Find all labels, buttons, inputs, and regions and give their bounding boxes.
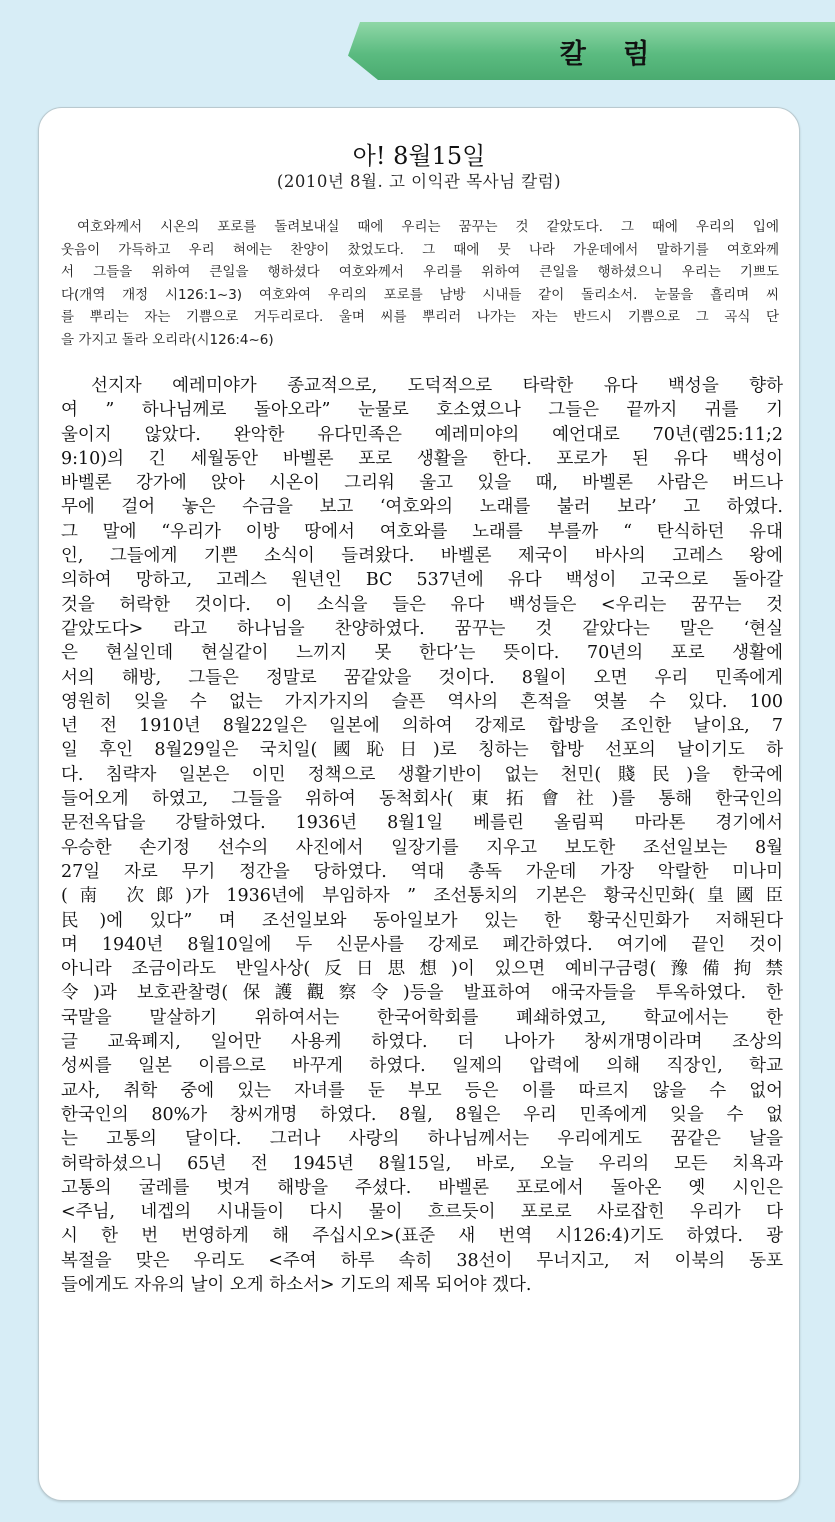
body-line: 여 ” 하나님께로 돌아오라” 눈물로 호소였으나 그들은 끝까지 귀를 기 [61,400,783,421]
body-line: 것을 허락한 것이다. 이 소식을 들은 유다 백성들은 <우리는 꿈꾸는 것 [61,594,783,615]
body-line: 우승한 손기정 선수의 사진에서 일장기를 지우고 보도한 조선일보는 8월 [61,837,783,858]
body-line: 들에게도 자유의 날이 오게 하소서> 기도의 제목 되어야 겠다. [61,1274,532,1295]
body-line: 들어오게 하였고, 그들을 위하여 동척회사(東拓會社)를 통해 한국인의 [61,789,783,810]
section-label: 칼 럼 [559,39,664,70]
body-line: 인, 그들에게 기쁜 소식이 들려왔다. 바벨론 제국이 바사의 고레스 왕에 [61,546,783,567]
scripture-line: 웃음이 가득하고 우리 혀에는 찬양이 찼었도다. 그 때에 뭇 나라 가운데에서 말하기를 여호와께 [61,241,779,258]
body-line: 일 후인 8월29일은 국치일(國恥日)로 칭하는 합방 선포의 날이기도 하 [61,740,783,761]
body-line: 성씨를 일본 이름으로 바꾸게 하였다. 일제의 압력에 의해 직장인, 학교 [61,1056,783,1077]
body-line: 며 1940년 8월10일에 두 신문사를 강제로 폐간하였다. 여기에 끝인 것이 [61,934,783,955]
body-line: 27일 자로 무기 정간을 당하였다. 역대 총독 가운데 가장 악랄한 미나미 [61,861,783,882]
body-line: 다. 침략자 일본은 이민 정책으로 생활기반이 없는 천민(賤民)을 한국에 [61,764,783,785]
body-line: 복절을 맞은 우리도 <주여 하루 속히 38선이 무너지고, 저 이북의 동포 [61,1250,783,1271]
article-subtitle: (2010년 8월. 고 이익관 목사님 칼럼) [276,172,562,191]
body-line: 그 말에 “우리가 이방 땅에서 여호와를 노래를 부를까 “ 탄식하던 유대 [61,521,783,542]
body-line: 바벨론 강가에 앉아 시온이 그리워 울고 있을 때, 바벨론 사람은 버드나 [61,473,783,494]
body-line: 영원히 잊을 수 없는 가지가지의 슬픈 역사의 흔적을 엿볼 수 있다. 100 [61,691,783,712]
body-line: (南 次郞)가 1936년에 부임하자 ” 조선통치의 기본은 황국신민화(皇國臣 [61,886,783,907]
body-line: 令)과 보호관찰령(保護觀察令)등을 발표하여 애국자들을 투옥하였다. 한 [61,983,783,1004]
scripture-quote [61,216,779,351]
body-line: 9:10)의 긴 세월동안 바벨론 포로 생활을 한다. 포로가 된 유다 백성이 [61,448,783,469]
body-line: 무에 걸어 놓은 수금을 보고 ‘여호와의 노래를 불러 보라’ 고 하였다. [61,497,783,518]
section-header-tab [348,22,835,80]
body-line: 울이지 않았다. 완악한 유다민족은 예레미야의 예언대로 70년(렘25:11;2 [61,424,783,445]
article-title: 아! 8월15일 [352,142,486,170]
body-line: 의하여 망하고, 고레스 원년인 BC 537년에 유다 백성이 고국으로 돌아갈 [61,570,783,591]
body-line: 시 한 번 번영하게 해 주십시오>(표준 새 번역 시126:4)기도 하였다. 광 [61,1226,783,1247]
scripture-line: 를 뿌리는 자는 기쁨으로 거두리로다. 울며 씨를 뿌리러 나가는 자는 반드시 기쁨으로 그 곡식 단 [61,309,779,325]
body-line: 서의 해방, 그들은 정말로 꿈같았을 것이다. 8월이 오면 우리 민족에게 [61,667,783,688]
article-body [61,374,783,1297]
body-line: 같았도다> 라고 하나님을 찬양하였다. 꿈꾸는 것 같았다는 말은 ‘현실 [61,618,783,639]
body-line: 한국인의 80%가 창씨개명 하였다. 8월, 8월은 우리 민족에게 잊을 수 없 [61,1104,783,1125]
body-line: 문전옥답을 강탈하였다. 1936년 8월1일 베를린 올림픽 마라톤 경기에서 [61,813,783,834]
body-line: 교사, 취학 중에 있는 자녀를 둔 부모 등은 이를 따르지 않을 수 없어 [61,1080,783,1101]
body-line: <주님, 네겝의 시내들이 다시 물이 흐르듯이 포로로 사로잡힌 우리가 다 [61,1202,783,1223]
body-line: 허락하셨으니 65년 전 1945년 8월15일, 바로, 오늘 우리의 모든 치욕과 [61,1153,783,1174]
scripture-line: 서 그들을 위하여 큰일을 행하셨다 여호와께서 우리를 위하여 큰일을 행하셨으니 우리는 기쁘도 [61,264,779,280]
scripture-line: 다(개역 개정 시126:1~3) 여호와여 우리의 포로를 남방 시내들 같이 돌리소서. 눈물을 흘리며 씨 [61,286,779,303]
body-line: 국말을 말살하기 위하여서는 한국어학회를 폐쇄하였고, 학교에서는 한 [61,1007,783,1028]
body-line: 글 교육폐지, 일어만 사용케 하였다. 더 나아가 창씨개명이라며 조상의 [61,1032,783,1053]
body-line: 선지자 예레미야가 종교적으로, 도덕적으로 타락한 유다 백성을 향하 [91,376,783,396]
body-line: 民)에 있다” 며 조선일보와 동아일보가 있는 한 황국신민화가 저해된다 [61,910,783,931]
body-line: 는 고통의 달이다. 그러나 사랑의 하나님께서는 우리에게도 꿈같은 날을 [61,1129,783,1150]
body-line: 고통의 굴레를 벗겨 해방을 주셨다. 바벨론 포로에서 돌아온 옛 시인은 [61,1177,783,1198]
scripture-line: 여호와께서 시온의 포로를 돌려보내실 때에 우리는 꿈꾸는 것 같았도다. 그 때에 우리의 입에 [77,219,779,235]
scripture-line: 을 가지고 돌라 오리라(시126:4~6) [61,331,274,348]
body-line: 아니라 조금이라도 반일사상(反日思想)이 있으면 예비구금령(豫備拘禁 [61,959,783,980]
article-card [38,107,800,1501]
body-line: 은 현실인데 현실같이 느끼지 못 한다’는 뜻이다. 70년의 포로 생활에 [61,643,783,664]
body-line: 년 전 1910년 8월22일은 일본에 의하여 강제로 합방을 조인한 날이요, 7 [61,716,783,737]
